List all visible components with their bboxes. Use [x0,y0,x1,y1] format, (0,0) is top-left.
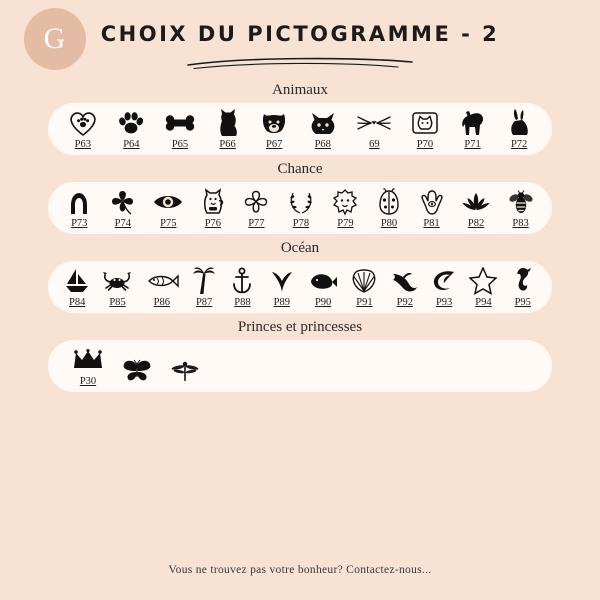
pictogram-code: P84 [68,296,86,308]
section-princes-princesses [0,319,600,392]
pictogram-option[interactable] [308,108,338,151]
pictogram-option[interactable] [229,266,255,309]
pictogram-code: P66 [219,138,236,150]
pictogram-option[interactable] [308,266,338,309]
pictogram-code: P83 [512,217,529,229]
pictogram-option[interactable] [459,108,487,151]
pictogram-code: P92 [396,296,413,308]
pictogram-code: P74 [114,217,131,229]
pictogram-option[interactable] [376,187,402,230]
laurel-wreath-icon [287,187,315,217]
pictogram-code: P67 [266,138,283,150]
pictogram-option[interactable] [508,187,534,230]
pictogram-code: P82 [467,217,485,229]
pictogram-code: P87 [195,296,213,308]
pictogram-code: P85 [109,296,126,308]
pictogram-option[interactable] [165,108,195,151]
pictogram-code: P72 [510,138,528,150]
pictogram-option[interactable] [268,266,296,309]
pictogram-row [48,103,552,155]
pictogram-option[interactable] [260,108,288,151]
pictogram-option[interactable] [287,187,315,230]
pictogram-code: P76 [204,217,222,229]
pictogram-option[interactable] [419,187,445,230]
cat-face-icon [308,108,338,138]
scallop-shell-icon [350,266,378,296]
hamsa-hand-icon [420,187,444,217]
section-title: Chance [277,161,323,177]
paw-print-icon [117,108,145,138]
pictogram-code: P64 [123,138,140,150]
page-title: CHOIX DU PICTOGRAMME - 2 [100,22,500,46]
pictogram-option[interactable] [215,108,241,151]
pictogram-option[interactable] [506,108,532,151]
crown-icon [72,345,104,375]
pictogram-option[interactable] [191,266,217,309]
wave-icon [431,266,457,296]
whiskers-icon [357,108,391,138]
crab-icon [102,266,132,296]
pug-face-icon [260,108,288,138]
pictogram-option[interactable] [350,266,378,309]
pictogram-code: P75 [160,217,177,229]
dog-bone-icon [165,108,195,138]
bee-icon [508,187,534,217]
evil-eye-icon [153,187,183,217]
section-ocean [0,240,600,313]
pictogram-code: P94 [475,296,492,308]
pictogram-row [48,340,552,392]
pictogram-option[interactable] [357,108,391,151]
four-leaf-clover-icon [109,187,137,217]
pictogram-code: P91 [356,296,373,308]
section-animaux [0,82,600,155]
pictogram-code: P78 [292,217,310,229]
seahorse-icon [512,266,534,296]
pictogram-code: P71 [464,138,481,150]
whale-tail-icon [268,266,296,296]
pictogram-code: P93 [435,296,453,308]
pictogram-code: P68 [314,138,331,150]
pictogram-row [48,182,552,234]
pictogram-row [48,261,552,313]
pictogram-option[interactable] [117,108,145,151]
pictogram-option[interactable] [64,266,90,309]
sailboat-icon [64,266,90,296]
pictogram-code: P89 [273,296,290,308]
section-chance [0,161,600,234]
pictogram-option[interactable] [200,187,226,230]
pictogram-option[interactable] [411,108,439,151]
pictogram-code: P90 [314,296,332,308]
pictogram-option[interactable] [72,345,104,388]
pictogram-code: P63 [74,138,91,150]
pictogram-option[interactable] [170,356,200,387]
pictogram-option[interactable] [469,266,497,309]
pictogram-code: P70 [416,138,434,150]
pictogram-code: P81 [423,217,440,229]
pictogram-option[interactable] [431,266,457,309]
logo-letter: G [43,22,67,55]
section-title: Océan [280,240,320,256]
butterfly-icon [122,356,152,386]
section-title: Animaux [272,82,328,98]
horse-icon [459,108,487,138]
pictogram-option[interactable] [102,266,132,309]
dolphin-icon [391,266,419,296]
pictogram-sections [0,82,600,398]
rabbit-icon [507,108,531,138]
sitting-cat-icon [216,108,240,138]
pictogram-option[interactable] [109,187,137,230]
lion-head-icon [331,187,359,217]
pictogram-code: 69 [369,138,380,150]
fish-icon [145,266,179,296]
ladybug-icon [378,187,400,217]
dragonfly-icon [170,356,200,386]
pictogram-code: P88 [234,296,251,308]
pictogram-code: P65 [171,138,189,150]
lotus-flower-icon [461,187,491,217]
pictogram-option[interactable] [68,108,98,151]
pictogram-code: P30 [79,375,97,387]
pictogram-code: P79 [337,217,354,229]
pictogram-option[interactable] [145,266,179,309]
pictogram-code: P86 [153,296,170,308]
footer-note: Vous ne trouvez pas votre bonheur? Contactez-nous... [168,564,432,576]
title-underline-decoration [184,56,416,70]
paw-in-heart-icon [68,108,98,138]
pictogram-option[interactable] [391,266,419,309]
lucky-cat-icon [200,187,226,217]
pictogram-code: P95 [514,296,531,308]
pictogram-code: P73 [71,217,88,229]
cat-in-frame-icon [411,108,439,138]
whale-icon [308,266,338,296]
pictogram-option[interactable] [153,187,183,230]
clover-outline-icon [242,187,270,217]
pictogram-option[interactable] [122,356,152,387]
starfish-icon [469,266,497,296]
horseshoe-icon [66,187,92,217]
pictogram-code: P80 [380,217,398,229]
pictogram-option[interactable] [510,266,536,309]
section-title: Princes et princesses [237,319,363,335]
pictogram-option[interactable] [331,187,359,230]
pictogram-code: P77 [248,217,265,229]
pictogram-option[interactable] [66,187,92,230]
palm-tree-icon [191,266,217,296]
pictogram-option[interactable] [461,187,491,230]
pictogram-option[interactable] [242,187,270,230]
anchor-icon [230,266,254,296]
